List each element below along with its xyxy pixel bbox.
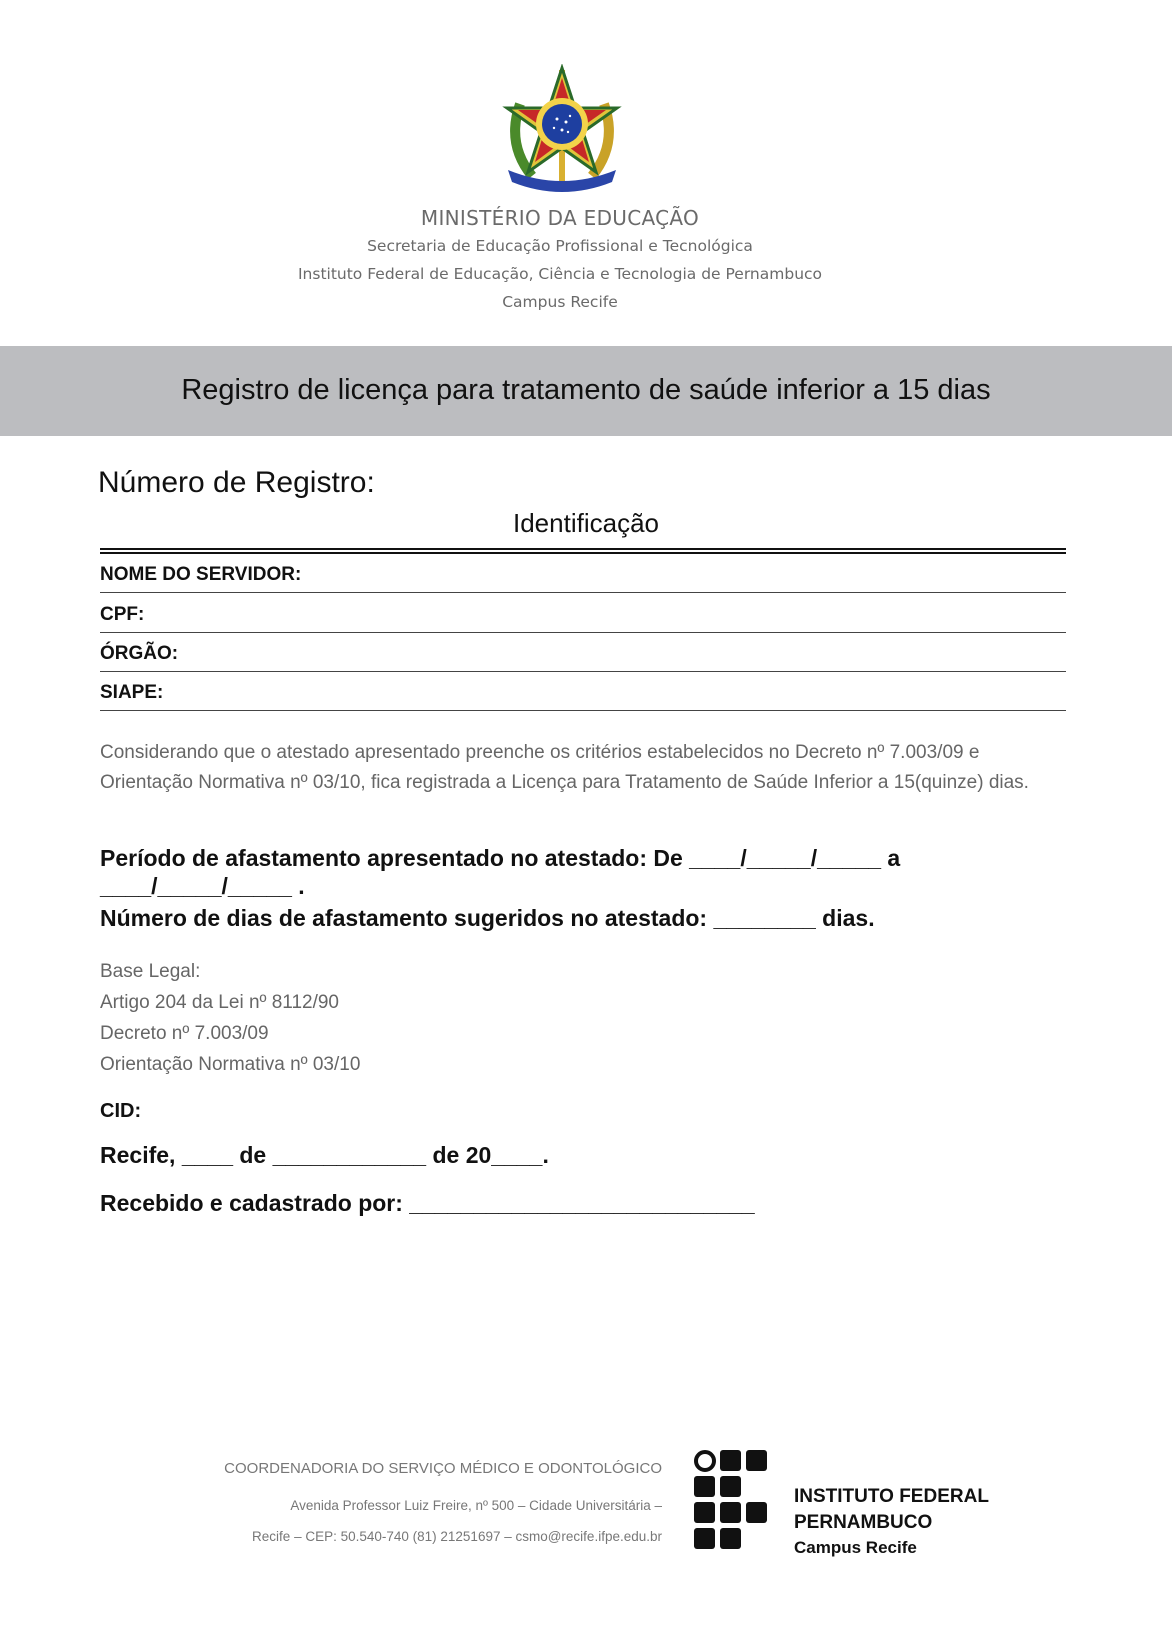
base-legal-line: Decreto nº 7.003/09 <box>100 1023 269 1044</box>
footer-coordenadoria: COORDENADORIA DO SERVIÇO MÉDICO E ODONTOLÓGICO <box>224 1460 662 1477</box>
registro-label: Número de Registro: <box>98 466 375 499</box>
campus-name: Campus Recife <box>502 293 618 311</box>
field-nome-servidor[interactable]: NOME DO SERVIDOR: <box>100 564 1066 593</box>
field-orgao[interactable]: ÓRGÃO: <box>100 643 1066 672</box>
considerando-paragraph: Considerando que o atestado apresentado preenche os critérios estabelecidos no Decreto nº 7.003/09 e Orientação Normativa nº 03/10, fica registrada a Licença para Tratamento de Saúde Inferior a 15(quinze) dias. <box>100 742 1029 793</box>
recebido-signature-line[interactable]: Recebido e cadastrado por: ___________________________ <box>100 1190 755 1216</box>
instituto-name: Instituto Federal de Educação, Ciência e Tecnologia de Pernambuco <box>297 265 823 283</box>
date-line[interactable]: Recife, ____ de ____________ de 20____. <box>100 1142 549 1168</box>
base-legal-line: Orientação Normativa nº 03/10 <box>100 1054 361 1075</box>
footer-address-line: Avenida Professor Luiz Freire, nº 500 – Cidade Universitária – <box>290 1498 662 1513</box>
ministry-name: MINISTÉRIO DA EDUCAÇÃO <box>420 206 700 230</box>
double-divider <box>100 548 1066 554</box>
secretaria-name: Secretaria de Educação Profissional e Tecnológica <box>367 237 753 255</box>
footer-address-line: Recife – CEP: 50.540-740 (81) 21251697 – csmo@recife.ifpe.edu.br <box>252 1529 662 1544</box>
field-siape[interactable]: SIAPE: <box>100 682 1066 711</box>
brazil-coat-of-arms <box>502 64 622 196</box>
ifpe-logo-icon <box>694 1450 770 1548</box>
base-legal-line: Artigo 204 da Lei nº 8112/90 <box>100 992 339 1013</box>
ifpe-name-line: PERNAMBUCO <box>794 1512 933 1533</box>
section-title: Identificação <box>513 508 659 538</box>
numero-dias[interactable]: Número de dias de afastamento sugeridos no atestado: ________ dias. <box>100 905 875 931</box>
periodo-afastamento[interactable]: Período de afastamento apresentado no atestado: De ____/_____/_____ a ____/_____/_____ . <box>100 845 901 899</box>
cid-field[interactable]: CID: <box>100 1100 142 1122</box>
base-legal <box>100 956 360 1080</box>
ifpe-campus-line: Campus Recife <box>794 1538 917 1557</box>
base-legal-label: Base Legal: <box>100 961 201 982</box>
ifpe-name-line: INSTITUTO FEDERAL <box>794 1486 989 1507</box>
field-cpf[interactable]: CPF: <box>100 604 1066 633</box>
document-title: Registro de licença para tratamento de saúde inferior a 15 dias <box>181 374 991 406</box>
